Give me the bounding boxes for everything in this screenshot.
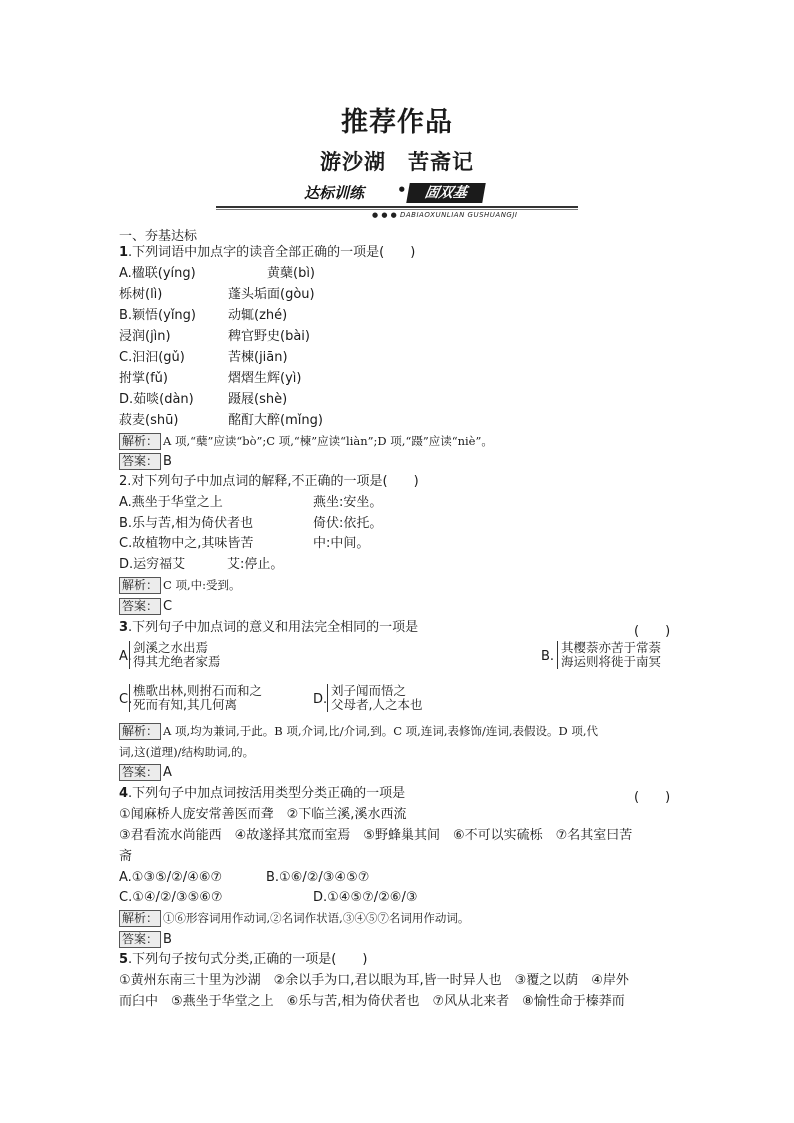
option-line-2: 死而有知,其几何离 — [133, 697, 237, 712]
option-line-1: 剑溪之水出焉 — [133, 640, 209, 655]
page-title: 推荐作品 — [341, 107, 453, 138]
analysis-label: 解析： — [119, 577, 161, 594]
option-a-3: 栎树(lì) — [119, 287, 163, 302]
answer-1 — [119, 453, 172, 470]
q2-option-a: A.燕坐于华堂之上 — [119, 495, 223, 510]
question-number: 1 — [119, 245, 129, 260]
answer-label: 答案： — [119, 931, 161, 948]
option-b-4: 稗官野史(bài) — [228, 329, 310, 344]
option-a-2: 黄蘖(bì) — [267, 266, 316, 281]
question-number: 4 — [119, 786, 129, 801]
q5-sentences-2: 而臼中 ⑤燕坐于华堂之上 ⑥乐与苦,相为倚伏者也 ⑦风从北来者 ⑧愉性命于榛莽而 — [119, 994, 625, 1009]
option-b-1: B.颖悟(yǐng) — [119, 308, 196, 323]
q2-option-a-gloss: 燕坐:安坐。 — [313, 495, 383, 510]
question-stem: .下列句子中加点词按活用类型分类正确的一项是 — [128, 786, 406, 801]
question-number: 3 — [119, 620, 129, 635]
analysis-text: A 项,均为兼词,于此。B 项,介词,比/介词,到。C 项,连词,表修饰/连词,表假设。D 项,代 — [163, 724, 599, 738]
option-c-4: 熠熠生辉(yì) — [228, 371, 302, 386]
answer-paren: ( ) — [634, 790, 671, 805]
analysis-label: 解析： — [119, 910, 161, 927]
answer-label: 答案： — [119, 598, 161, 615]
analysis-text: C 项,中:受到。 — [163, 578, 241, 592]
option-c-1: C.汩汩(gǔ) — [119, 350, 185, 365]
answer-text: B — [163, 454, 172, 469]
q4-sentences-3: 斋 — [119, 849, 133, 864]
banner-badge: 固双基 — [406, 183, 486, 203]
option-d-2: 蹑屐(shè) — [228, 392, 288, 407]
analysis-4 — [119, 910, 469, 927]
option-b-2: 动辄(zhé) — [228, 308, 288, 323]
banner-text: 达标训练 — [304, 184, 365, 202]
answer-text: B — [163, 932, 172, 947]
option-pair — [557, 641, 661, 669]
question-stem: .下列句子中加点词的意义和用法完全相同的一项是 — [128, 620, 419, 635]
question-number: 5 — [119, 952, 129, 967]
q2-option-b: B.乐与苦,相为倚伏者也 — [119, 516, 254, 531]
answer-text: A — [163, 765, 172, 780]
option-line-2: 海运则将徙于南冥 — [561, 654, 662, 669]
option-pair — [129, 684, 262, 712]
analysis-3-cont: 词,这(道理)/结构助词,的。 — [119, 745, 255, 759]
option-c-3: 拊掌(fǔ) — [119, 371, 168, 386]
q3-option-b — [541, 641, 681, 673]
option-a-4: 蓬头垢面(gòu) — [228, 287, 315, 302]
q2-option-c: C.故植物中之,其味皆苦 — [119, 536, 254, 551]
section-banner — [216, 181, 578, 221]
q5-sentences-1: ①黄州东南三十里为沙湖 ②余以手为口,君以眼为耳,皆一时异人也 ③覆之以荫 ④岸外 — [119, 973, 629, 988]
banner-rule — [216, 206, 578, 208]
answer-text: C — [163, 599, 173, 614]
option-line-2: 父母者,人之本也 — [331, 697, 423, 712]
option-c-2: 苦楝(jiān) — [228, 350, 288, 365]
q4-option-a: A.①③⑤/②/④⑥⑦ — [119, 870, 223, 885]
analysis-text: ①⑥形容词用作动词,②名词作状语,③④⑤⑦名词用作动词。 — [163, 911, 470, 925]
q2-option-d: D.运穷福艾 — [119, 557, 186, 572]
question-3 — [119, 620, 418, 636]
analysis-1 — [119, 433, 493, 450]
banner-dot: • — [397, 181, 407, 199]
q2-option-c-gloss: 中:中间。 — [313, 536, 370, 551]
q3-option-d — [313, 684, 473, 716]
answer-2 — [119, 598, 172, 615]
analysis-label: 解析： — [119, 433, 161, 450]
option-letter: D. — [313, 692, 328, 707]
question-1 — [119, 245, 415, 261]
banner-pinyin: ● ● ● DABIAOXUNLIAN GUSHUANGJI — [372, 211, 518, 219]
analysis-3 — [119, 723, 598, 740]
option-line-1: 刘子闻而悟之 — [331, 683, 407, 698]
section-heading: 一、夯基达标 — [119, 229, 198, 244]
answer-label: 答案： — [119, 453, 161, 470]
option-d-1: D.茹啖(dàn) — [119, 392, 194, 407]
q4-sentences-1: ①闻麻桥人庞安常善医而聋 ②下临兰溪,溪水西流 — [119, 807, 407, 822]
option-d-4: 酩酊大醉(mǐng) — [228, 413, 323, 428]
q2-option-b-gloss: 倚伏:依托。 — [313, 516, 383, 531]
option-b-3: 浸润(jìn) — [119, 329, 171, 344]
option-d-3: 菽麦(shū) — [119, 413, 179, 428]
q4-option-b: B.①⑥/②/③④⑤⑦ — [266, 870, 370, 885]
option-pair — [129, 641, 221, 669]
q3-option-c — [119, 684, 309, 716]
option-letter: C. — [119, 692, 133, 707]
q4-option-d: D.①④⑤⑦/②⑥/③ — [313, 890, 418, 905]
q4-sentences-2: ③君看流水尚能西 ④故遂择其窊而室焉 ⑤野蜂巢其间 ⑥不可以实硫栎 ⑦名其室曰苦 — [119, 828, 633, 843]
analysis-label: 解析： — [119, 723, 161, 740]
question-stem: .下列句子按句式分类,正确的一项是( ) — [128, 952, 368, 967]
option-line-1: 其樱萘亦苦于常萘 — [561, 640, 662, 655]
question-5 — [119, 952, 367, 968]
option-a-1: A.楹联(yíng) — [119, 266, 196, 281]
q3-option-a — [119, 641, 359, 673]
answer-3 — [119, 764, 172, 781]
answer-4 — [119, 931, 172, 948]
answer-label: 答案： — [119, 764, 161, 781]
option-letter: A. — [119, 649, 132, 664]
option-pair — [327, 684, 422, 712]
q2-option-d-gloss: 艾:停止。 — [227, 557, 284, 572]
question-2: 2.对下列句子中加点词的解释,不正确的一项是( ) — [119, 474, 419, 489]
analysis-2 — [119, 577, 241, 594]
question-4 — [119, 786, 405, 802]
answer-paren: ( ) — [634, 624, 671, 639]
option-line-2: 得其尤绝者家焉 — [133, 654, 221, 669]
q4-option-c: C.①④/②/③⑤⑥⑦ — [119, 890, 223, 905]
banner-rule-thin — [216, 209, 578, 210]
analysis-text: A 项,“蘖”应读“bò”;C 项,“楝”应读“liàn”;D 项,“蹑”应读“niè”。 — [163, 434, 493, 448]
page-subtitle: 游沙湖 苦斋记 — [320, 149, 474, 174]
question-stem: .下列词语中加点字的读音全部正确的一项是( ) — [128, 245, 416, 260]
option-line-1: 樵歌出林,则拊石而和之 — [133, 683, 262, 698]
option-letter: B. — [541, 649, 555, 664]
